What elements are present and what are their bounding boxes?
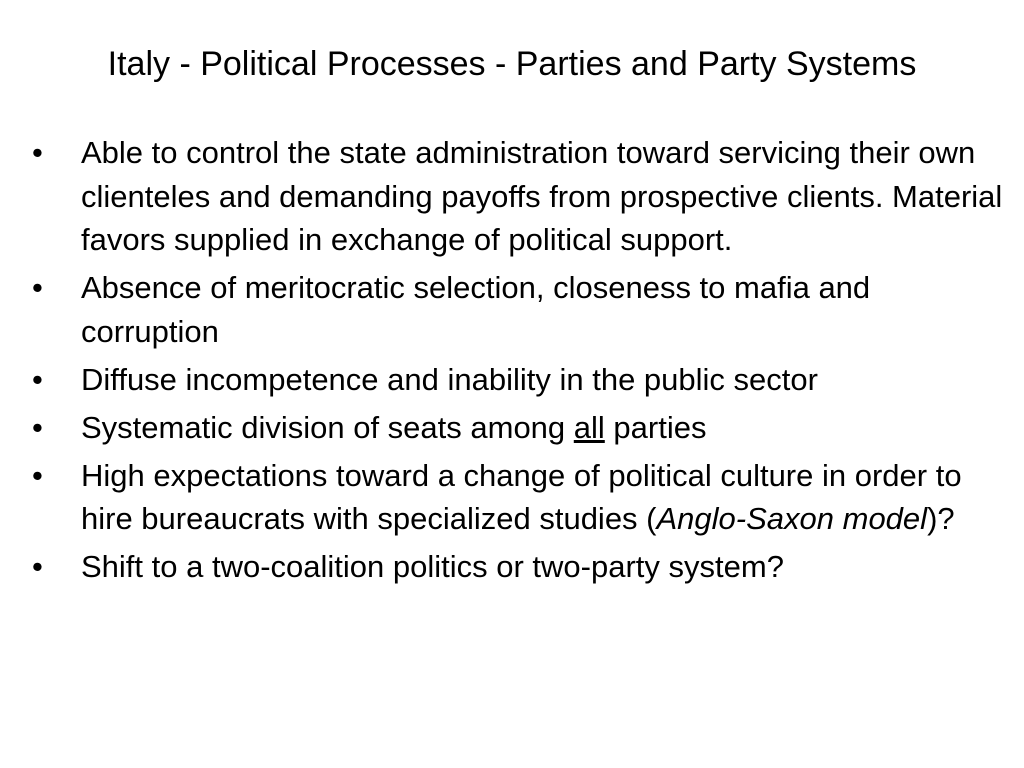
bullet-text-italic: Anglo-Saxon model [656, 501, 928, 536]
bullet-item-high-expectations [0, 454, 1010, 541]
bullet-item-meritocratic-selection [0, 266, 1010, 353]
bullet-icon: • [32, 361, 43, 397]
bullet-icon: • [32, 135, 43, 170]
bullet-item-two-party-system [0, 545, 1010, 589]
bullet-text-underlined: all [573, 409, 605, 445]
bullet-text: Absence of meritocratic selection, closeness to mafia and corruption [81, 270, 871, 349]
bullet-text-after: parties [604, 409, 707, 445]
bullet-item-state-administration [0, 131, 1010, 262]
bullet-icon: • [32, 409, 43, 445]
bullet-list [0, 131, 1010, 593]
bullet-text: Diffuse incompetence and inability in the public sector [81, 361, 818, 397]
slide-title: Italy - Political Processes - Parties and Party Systems [107, 45, 917, 83]
bullet-icon: • [32, 549, 43, 584]
bullet-text-after: )? [927, 501, 955, 536]
bullet-text-before: Systematic division of seats among [81, 409, 574, 445]
bullet-text: Shift to a two-coalition politics or two-party system? [81, 549, 784, 584]
bullet-icon: • [32, 457, 43, 493]
bullet-icon: • [32, 270, 43, 305]
bullet-text: Able to control the state administration toward servicing their own clienteles and demanding payoffs from prospective clients. Material favors supplied in exchange of political support. [81, 135, 1003, 257]
bullet-item-division-of-seats [0, 406, 1010, 450]
bullet-item-incompetence [0, 358, 1010, 402]
bullet-text-before: High expectations toward a change of political culture in order to hire bureaucrats with specialized studies ( [81, 457, 962, 536]
